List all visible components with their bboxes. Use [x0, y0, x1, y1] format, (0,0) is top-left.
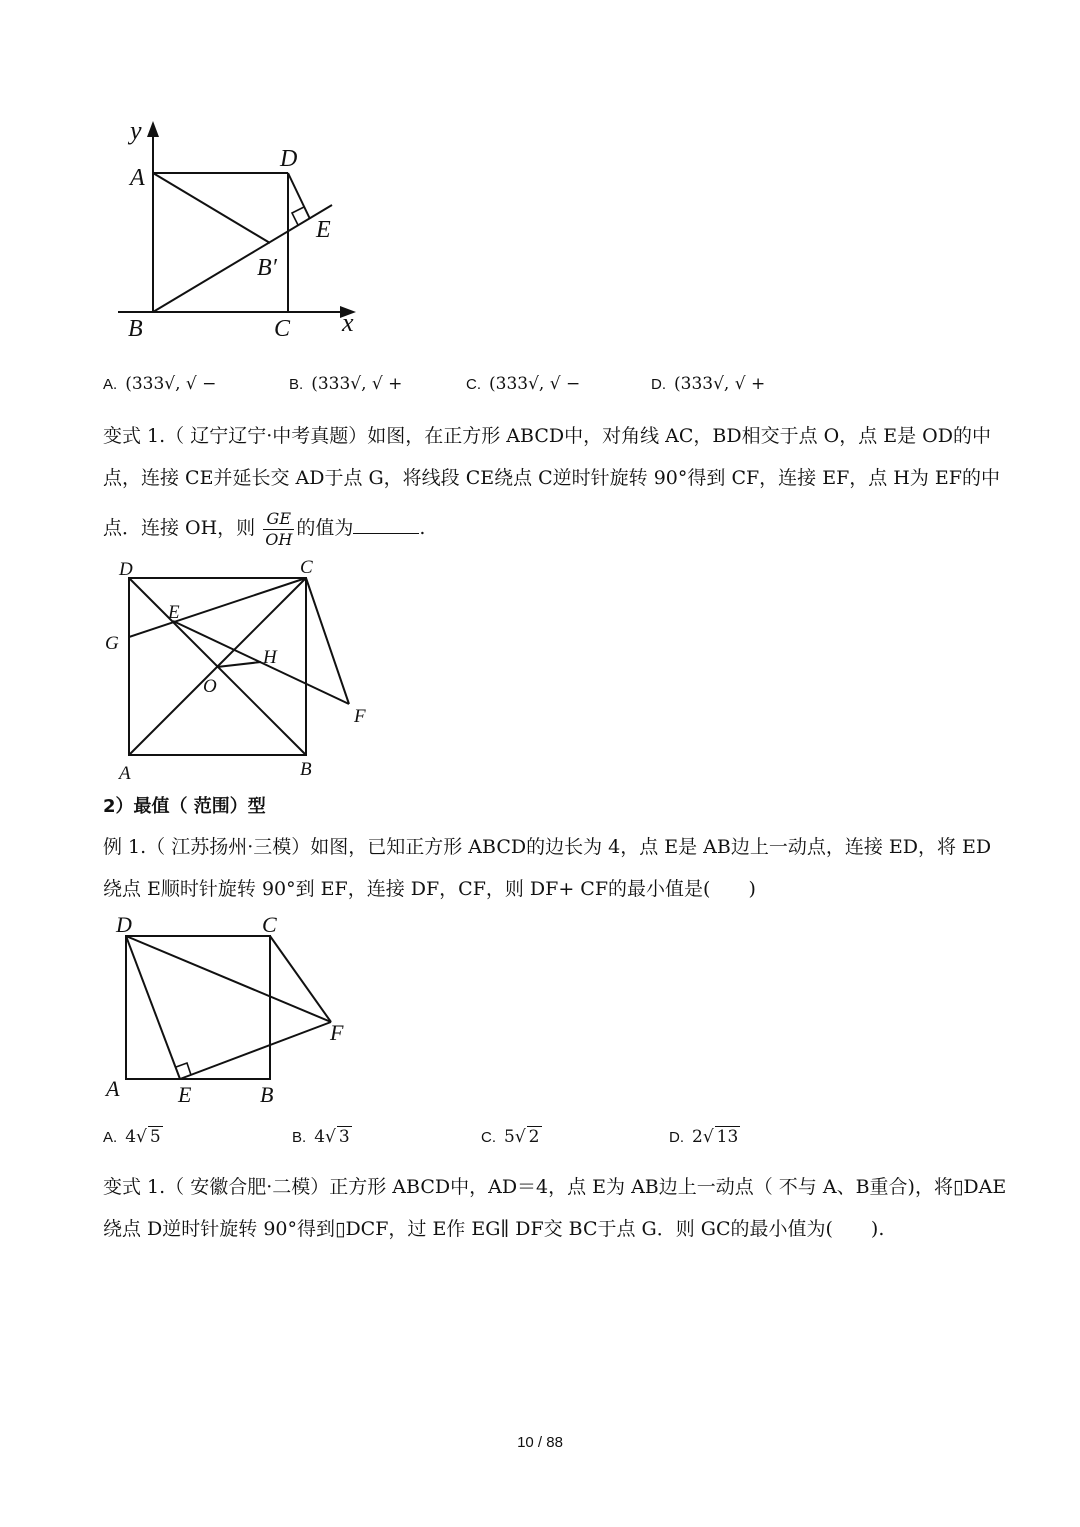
label-C: C	[300, 557, 313, 578]
q2-option-b-coef: 4	[314, 1127, 326, 1147]
label-E: E	[316, 217, 331, 243]
segment-DE	[126, 936, 180, 1079]
q1-option-d-value: (333√, √ +	[674, 374, 766, 394]
answer-blank	[353, 515, 419, 534]
q1-option-c	[466, 374, 580, 394]
label-y: y	[130, 116, 142, 145]
q1-option-a	[103, 374, 216, 394]
variant1-line2: 点，连接 CE并延长交 AD于点 G，将线段 CE绕点 C逆时针旋转 90°得到 CF，连接 EF，点 H为 EF的中	[103, 467, 1000, 489]
label-B: B	[260, 1082, 274, 1107]
variant2-line1: 变式 1.（ 安徽合肥·二模）正方形 ABCD中，AD＝4，点 E为 AB边上一动点（ 不与 A、B重合)，将▯DAE	[103, 1176, 1007, 1198]
label-D: D	[119, 559, 133, 580]
fraction-ge-oh	[263, 509, 294, 550]
segment-EF	[180, 1022, 331, 1079]
fraction-denominator: OH	[265, 529, 293, 549]
segment-DE	[288, 173, 310, 219]
label-D: D	[116, 912, 132, 937]
variant1-line1: 变式 1.（ 辽宁辽宁·中考真题）如图，在正方形 ABCD中，对角线 AC，BD相交于点 O，点 E是 OD的中	[103, 425, 991, 447]
variant2-line2: 绕点 D逆时针旋转 90°得到▯DCF，过 E作 EG∥ DF交 BC于点 G．则 GC的最小值为( ).	[103, 1218, 885, 1240]
label-B-prime: B′	[257, 255, 277, 281]
q2-option-c-label: C.	[481, 1129, 496, 1146]
label-H: H	[263, 647, 277, 668]
section-heading: 2）最值（ 范围）型	[103, 796, 266, 817]
segment-OH	[217, 662, 261, 667]
figure-square-rotation-2	[100, 910, 360, 1110]
label-F: F	[330, 1020, 344, 1045]
label-O: O	[203, 676, 217, 697]
line-BE	[153, 205, 332, 312]
q2-option-a-label: A.	[103, 1129, 118, 1146]
y-axis-arrow	[147, 121, 159, 137]
example1-line1: 例 1.（ 江苏扬州·三模）如图，已知正方形 ABCD的边长为 4，点 E是 AB边上一动点，连接 ED，将 ED	[103, 836, 992, 858]
fraction-numerator: GE	[263, 509, 294, 530]
label-A: A	[119, 763, 131, 784]
figure-coordinate-square	[110, 115, 370, 350]
label-A: A	[130, 165, 145, 191]
sqrt-icon: √	[702, 1127, 714, 1147]
variant1-line3-end: .	[419, 517, 426, 539]
q2-option-d-coef: 2	[692, 1127, 703, 1147]
example1-line2: 绕点 E顺时针旋转 90°到 EF，连接 DF，CF，则 DF+ CF的最小值是( )	[103, 878, 756, 900]
variant1-line3	[103, 505, 425, 551]
q2-option-d-label: D.	[669, 1129, 684, 1146]
q2-option-d-rad: 13	[716, 1127, 739, 1147]
sqrt-icon: √	[325, 1127, 336, 1147]
square-ABCD	[126, 936, 270, 1079]
label-B: B	[300, 759, 312, 780]
segment-AB-prime	[153, 173, 270, 243]
segment-GC	[129, 578, 306, 637]
q2-option-b-rad: 3	[338, 1127, 350, 1147]
label-A: A	[106, 1076, 120, 1101]
label-E: E	[178, 1082, 192, 1107]
q1-option-b-label: B.	[289, 376, 304, 393]
q1-option-c-label: C.	[466, 376, 481, 393]
q1-option-a-value: (333√, √ −	[125, 374, 217, 394]
segment-CF	[306, 578, 349, 704]
label-E: E	[168, 602, 180, 623]
q2-option-a	[103, 1126, 163, 1147]
label-x: x	[342, 308, 354, 337]
q1-option-b-value: (333√, √ +	[311, 374, 403, 394]
q2-option-a-rad: 5	[149, 1127, 161, 1147]
variant1-line3-pre: 点．连接 OH，则	[103, 517, 256, 539]
label-D: D	[280, 146, 298, 172]
q2-option-d	[669, 1126, 740, 1147]
q2-option-c	[481, 1126, 542, 1147]
q1-option-c-value: (333√, √ −	[489, 374, 581, 394]
q2-option-c-coef: 5	[504, 1127, 515, 1147]
sqrt-icon: √	[514, 1127, 526, 1147]
q2-option-b-label: B.	[292, 1129, 307, 1146]
sqrt-icon: √	[136, 1127, 147, 1147]
page-number: 10 / 88	[517, 1434, 563, 1451]
label-F: F	[354, 706, 366, 727]
label-C: C	[274, 316, 291, 342]
figure-square-rotation-1	[95, 555, 385, 785]
q2-option-b	[292, 1126, 352, 1147]
q2-option-a-coef: 4	[125, 1127, 137, 1147]
q1-option-a-label: A.	[103, 376, 118, 393]
q2-option-c-rad: 2	[528, 1127, 540, 1147]
variant1-line3-post: 的值为	[296, 517, 354, 539]
label-B: B	[128, 316, 143, 342]
q1-option-b	[289, 374, 402, 394]
label-C: C	[262, 912, 277, 937]
label-G: G	[105, 633, 119, 654]
q1-option-d-label: D.	[651, 376, 666, 393]
q1-option-d	[651, 374, 765, 394]
